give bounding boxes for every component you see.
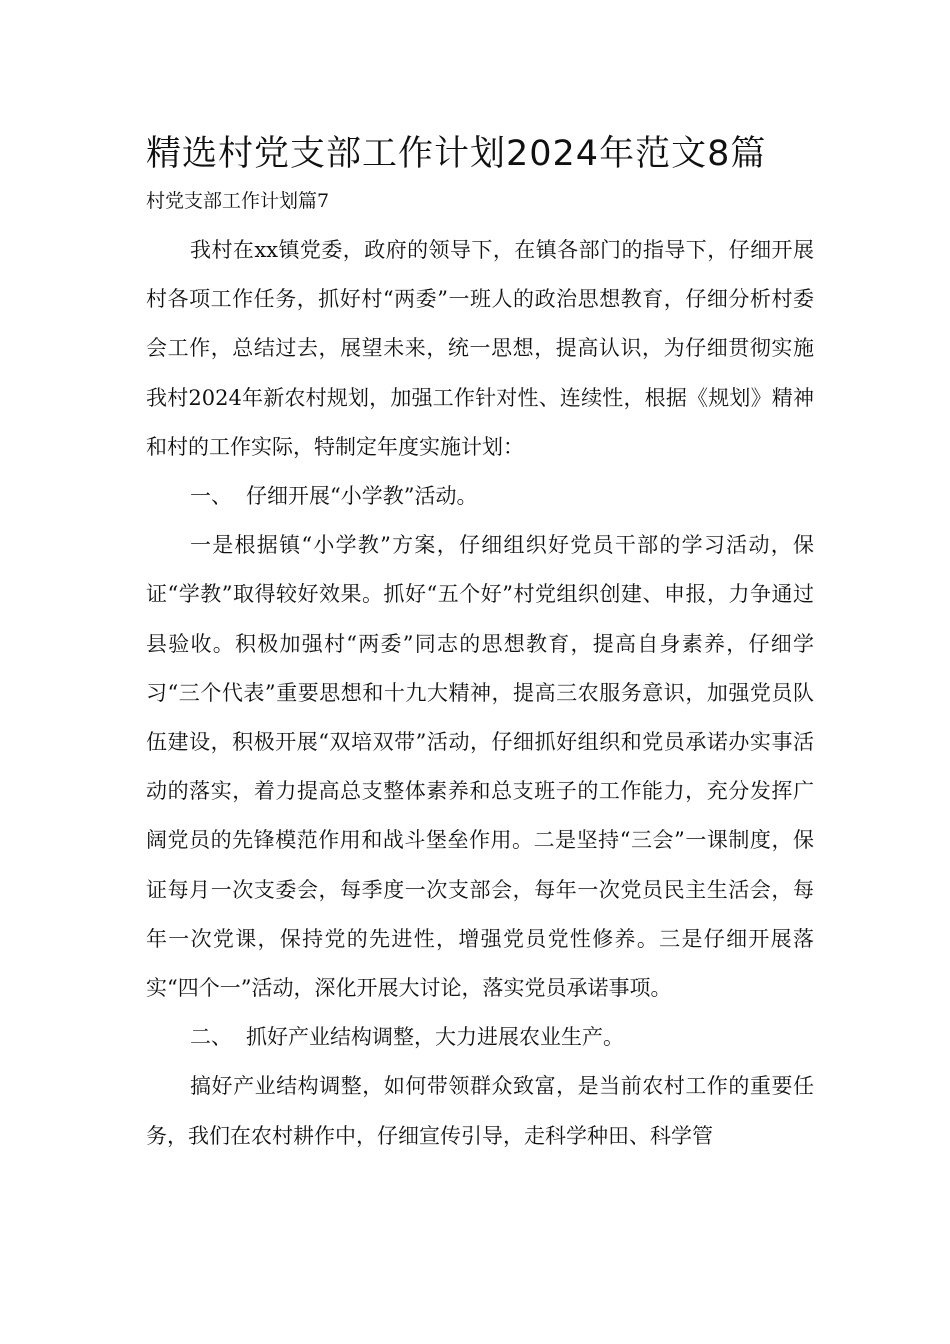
section-1-number: 一、	[190, 484, 232, 509]
intro-paragraph: 我村在xx镇党委，政府的领导下，在镇各部门的指导下，仔细开展村各项工作任务，抓好村“两委”一班人的政治思想教育，仔细分析村委会工作，总结过去，展望未来，统一思想，提高认识，为仔细贯彻实施我村2024年新农村规划，加强工作针对性、连续性，根据《规划》精神和村的工作实际，特制定年度实施计划：	[146, 238, 814, 459]
document-body	[146, 226, 814, 1161]
section-2-number: 二、	[190, 1025, 232, 1050]
section-2-paragraph: 搞好产业结构调整，如何带领群众致富，是当前农村工作的重要任务，我们在农村耕作中，仔细宣传引导，走科学种田、科学管	[146, 1074, 814, 1148]
section-1-paragraph: 一是根据镇“小学教”方案，仔细组织好党员干部的学习活动，保证“学教”取得较好效果。抓好“五个好”村党组织创建、申报，力争通过县验收。积极加强村“两委”同志的思想教育，提高自身素养，仔细学习“三个代表”重要思想和十九大精神，提高三农服务意识，加强党员队伍建设，积极开展“双培双带”活动，仔细抓好组织和党员承诺办实事活动的落实，着力提高总支整体素养和总支班子的工作能力，充分发挥广阔党员的先锋模范作用和战斗堡垒作用。二是坚持“三会”一课制度，保证每月一次支委会，每季度一次支部会，每年一次党员民主生活会，每年一次党课，保持党的先进性，增强党员党性修养。三是仔细开展落实“四个一”活动，深化开展大讨论，落实党员承诺事项。	[146, 533, 814, 1001]
section-1-heading-text: 仔细开展“小学教”活动。	[246, 484, 478, 509]
section-2-heading	[146, 1013, 814, 1062]
document-subtitle: 村党支部工作计划篇7	[146, 190, 330, 212]
document-title: 精选村党支部工作计划2024年范文8篇	[146, 134, 767, 174]
section-2-heading-text: 抓好产业结构调整，大力进展农业生产。	[246, 1025, 624, 1050]
section-1-heading	[146, 472, 814, 521]
